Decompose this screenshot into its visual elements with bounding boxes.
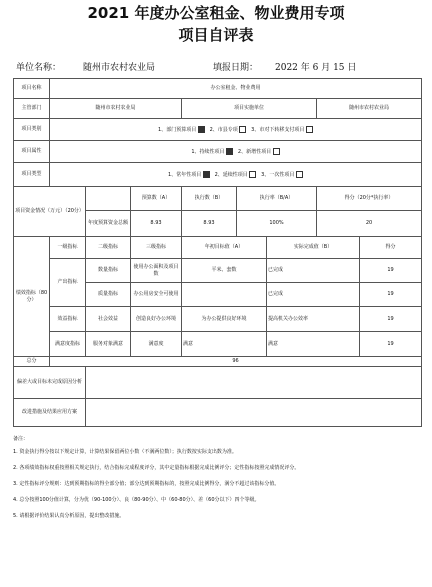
row-nature <box>14 141 422 163</box>
perf-actual: 已完成 <box>267 259 360 283</box>
category-checkbox-2[interactable] <box>239 126 246 133</box>
impl-unit-value: 随州市农村农业局 <box>317 99 422 119</box>
perf-l1: 满意度指标 <box>50 332 86 357</box>
total-value: 96 <box>50 357 422 367</box>
perf-target <box>182 283 267 307</box>
row-category <box>14 119 422 141</box>
notes-section <box>13 436 421 529</box>
table-row <box>14 332 422 357</box>
perf-header-target: 年初目标值（A） <box>182 237 267 259</box>
perf-l1: 效益指标 <box>50 307 86 332</box>
project-name-value: 办公室租金、物业费用 <box>50 79 422 99</box>
funds-col-a: 预算数（A） <box>131 187 182 211</box>
nature-checkbox-1[interactable] <box>226 148 233 155</box>
row-analysis <box>14 367 422 399</box>
funds-value-rate: 100% <box>237 211 317 237</box>
table-row <box>14 259 422 283</box>
perf-l2: 数量指标 <box>86 259 131 283</box>
perf-l2: 社会效益 <box>86 307 131 332</box>
perf-score: 19 <box>360 259 422 283</box>
perf-l1: 产出指标 <box>50 259 86 307</box>
nature-label: 项目属性 <box>14 141 50 163</box>
total-label: 总分 <box>14 357 50 367</box>
funds-row-label: 年度预算资金总额 <box>86 211 131 237</box>
analysis-value[interactable] <box>86 367 422 399</box>
project-name-label: 项目名称 <box>14 79 50 99</box>
table-row <box>14 307 422 332</box>
perf-header-actual: 实际完成值（B） <box>267 237 360 259</box>
perf-actual: 提高机关办公效率 <box>267 307 360 332</box>
unit-name-label: 单位名称： <box>16 63 62 73</box>
notes-heading: 备注： <box>13 436 29 442</box>
row-funds-header <box>14 187 422 211</box>
note-item: 5. 请根据评价结果认真分析原因，提出整改措施。 <box>13 513 125 519</box>
row-project-name <box>14 79 422 99</box>
category-options: 1、部门预算项目 2、市县专项 3、市对下转移支付项目 <box>50 119 422 141</box>
funds-col-rate: 执行率（B/A） <box>237 187 317 211</box>
funds-value-b: 8.93 <box>182 211 237 237</box>
row-perf-header <box>14 237 422 259</box>
nature-options: 1、持续性项目 2、新增性项目 <box>50 141 422 163</box>
fill-date-value: 2022 年 6 月 15 日 <box>275 63 357 73</box>
row-total <box>14 357 422 367</box>
row-type <box>14 163 422 187</box>
type-checkbox-3[interactable] <box>296 171 303 178</box>
department-value: 随州市农村农业局 <box>50 99 182 119</box>
department-label: 主管部门 <box>14 99 50 119</box>
perf-score: 19 <box>360 332 422 357</box>
funds-label: 项目资金情况（万元）（20分） <box>14 187 86 237</box>
page-title: 2021 年度办公室租金、物业费用专项 <box>87 4 345 22</box>
note-item: 1. 资金执行得分按以下规定计算，计算结果保留两位小数（不满两位数）；执行数按实际支出数为准。 <box>13 449 237 455</box>
perf-header-score: 得分 <box>360 237 422 259</box>
perf-l2: 质量指标 <box>86 283 131 307</box>
row-rectify <box>14 399 422 427</box>
page-subtitle: 项目自评表 <box>178 26 254 44</box>
perf-actual: 满意 <box>267 332 360 357</box>
perf-l3: 创造良好办公环境 <box>131 307 182 332</box>
perf-header-l2: 二级指标 <box>86 237 131 259</box>
perf-header-l1: 一级指标 <box>50 237 86 259</box>
type-label: 项目类型 <box>14 163 50 187</box>
funds-col-score: 得分（20分*执行率） <box>317 187 422 211</box>
category-label: 项目类别 <box>14 119 50 141</box>
note-item: 3. 定性指标评分规则：达到预期指标的得全部分值；部分达到预期指标的，按照完成比例得分，满分不超过该指标分值。 <box>13 481 280 487</box>
unit-name-value: 随州市农村农业局 <box>83 63 156 73</box>
perf-target: 平米、套数 <box>182 259 267 283</box>
category-checkbox-3[interactable] <box>306 126 313 133</box>
fill-date-label: 填报日期： <box>213 63 259 73</box>
perf-l2: 服务对象满意 <box>86 332 131 357</box>
funds-col-b: 执行数（B） <box>182 187 237 211</box>
evaluation-table <box>13 78 422 427</box>
perf-header-l3: 三级指标 <box>131 237 182 259</box>
perf-target: 为办公提供良好环境 <box>182 307 267 332</box>
perf-l3: 满意度 <box>131 332 182 357</box>
rectify-value[interactable] <box>86 399 422 427</box>
category-checkbox-1[interactable] <box>198 126 205 133</box>
perf-label: 绩效指标（80分） <box>14 237 50 357</box>
perf-actual: 已完成 <box>267 283 360 307</box>
rectify-label: 改进措施及结果应用方案 <box>14 399 86 427</box>
type-checkbox-2[interactable] <box>249 171 256 178</box>
type-options: 1、常年性项目 2、延续性项目 3、一次性项目 <box>50 163 422 187</box>
perf-l3: 使用办公面积及项目数 <box>131 259 182 283</box>
analysis-label: 偏差大或目标未完成原因分析 <box>14 367 86 399</box>
nature-checkbox-2[interactable] <box>273 148 280 155</box>
note-item: 2. 各项绩效指标权重按照相关规定执行，结合指标完成程度评分，其中定量指标根据完成比例评分；定性指标按照完成情况评分。 <box>13 465 300 471</box>
funds-value-a: 8.93 <box>131 211 182 237</box>
note-item: 4. 总分按照100分值计算，分为优（90-100分）、良（80-90分）、中（60-80分）、差（60分以下）四个等级。 <box>13 497 260 503</box>
funds-value-score: 20 <box>317 211 422 237</box>
perf-target: 满意 <box>182 332 267 357</box>
perf-l3: 办公用房安全可使用 <box>131 283 182 307</box>
perf-score: 19 <box>360 307 422 332</box>
type-checkbox-1[interactable] <box>203 171 210 178</box>
perf-score: 19 <box>360 283 422 307</box>
impl-unit-label: 项目实施单位 <box>182 99 317 119</box>
row-department <box>14 99 422 119</box>
